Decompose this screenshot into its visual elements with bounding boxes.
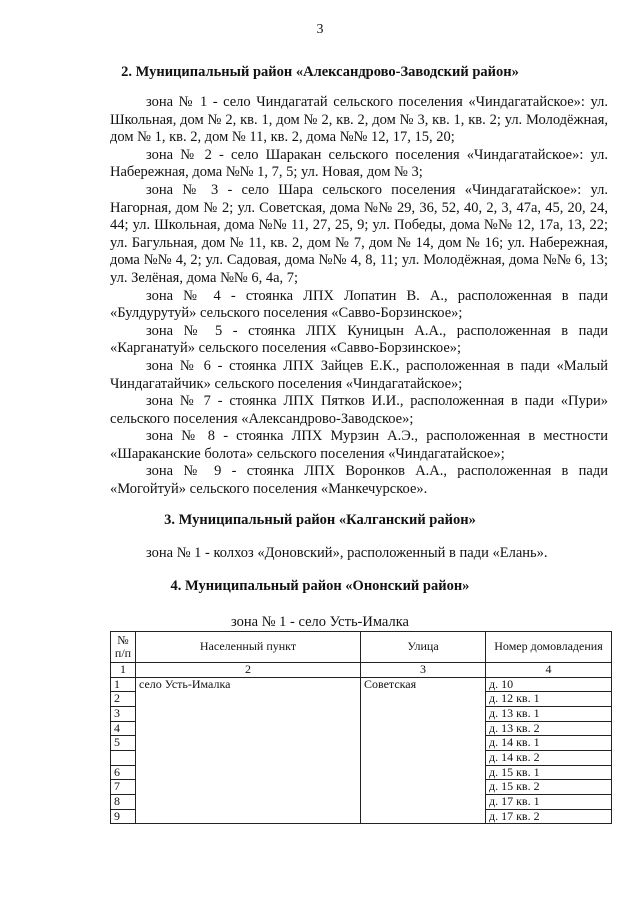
row-number: 5 bbox=[111, 736, 136, 751]
header-street: Улица bbox=[361, 632, 486, 663]
row-number: 7 bbox=[111, 780, 136, 795]
zone-5-paragraph: зона № 5 - стоянка ЛПХ Куницын А.А., расположенная в пади «Карганатуй» сельского поселения «Савво-Борзинское»; bbox=[110, 322, 608, 357]
section-3-heading: 3. Муниципальный район «Калганский район» bbox=[164, 512, 476, 528]
table-header-row bbox=[111, 632, 612, 663]
column-number: 1 bbox=[111, 663, 136, 678]
section-2-heading: 2. Муниципальный район «Александрово-Заводский район» bbox=[121, 64, 519, 80]
street-cell: Советская bbox=[361, 677, 486, 824]
houses-table bbox=[110, 631, 612, 824]
section-4-heading: 4. Муниципальный район «Ононский район» bbox=[170, 578, 470, 594]
house-cell: д. 10 bbox=[486, 677, 612, 692]
zone-2-paragraph: зона № 2 - село Шаракан сельского поселения «Чиндагатайское»: ул. Набережная, дома №№ 1, 7, 5; ул. Новая, дом № 3; bbox=[110, 146, 608, 181]
column-number: 4 bbox=[486, 663, 612, 678]
page-number: 3 bbox=[316, 22, 324, 37]
section-2-body bbox=[110, 94, 608, 499]
column-number: 3 bbox=[361, 663, 486, 678]
column-number: 2 bbox=[136, 663, 361, 678]
house-cell: д. 13 кв. 1 bbox=[486, 706, 612, 721]
header-settlement: Населенный пункт bbox=[136, 632, 361, 663]
row-number: 3 bbox=[111, 706, 136, 721]
zone-3-paragraph: зона № 3 - село Шара сельского поселения «Чиндагатайское»: ул. Нагорная, дом № 2; ул. Советская, дома №№ 29, 36, 52, 40, 2, 3, 47а, 45, 20, 24, 44; ул. Школьная, дома №№ 11, 27, 25, 9; ул. Победы, дома №№ 12, 17а, 13, 22; ул. Багульная, дом № 11, кв. 2, дом № 7, дом № 14, дом № 16; ул. Набережная, дома №№ 4, 2; ул. Садовая, дома №№ 4, 8, 11; ул. Молодёжная, дома №№ 6, 13; ул. Зелёная, дома №№ 6, 4а, 7; bbox=[110, 181, 608, 286]
zone-1-paragraph: зона № 1 - село Чиндагатай сельского поселения «Чиндагатайское»: ул. Школьная, дом № 2, кв. 1, дом № 2, кв. 2, дом № 3, кв. 1, кв. 2; ул. Молодёжная, дом № 1, кв. 2, дом № 11, кв. 2, дома №№ 12, 17, 15, 20; bbox=[110, 94, 608, 146]
zone-4-paragraph: зона № 4 - стоянка ЛПХ Лопатин В. А., расположенная в пади «Булдурутуй» сельского поселения «Савво-Борзинское»; bbox=[110, 287, 608, 322]
row-number: 2 bbox=[111, 692, 136, 707]
house-cell: д. 14 кв. 1 bbox=[486, 736, 612, 751]
house-cell: д. 15 кв. 2 bbox=[486, 780, 612, 795]
house-cell: д. 12 кв. 1 bbox=[486, 692, 612, 707]
house-cell: д. 13 кв. 2 bbox=[486, 721, 612, 736]
row-number: 8 bbox=[111, 795, 136, 810]
table-row bbox=[111, 677, 612, 692]
section-3-body bbox=[110, 545, 608, 563]
row-number: 9 bbox=[111, 809, 136, 824]
house-cell: д. 14 кв. 2 bbox=[486, 750, 612, 765]
row-number: 6 bbox=[111, 765, 136, 780]
row-number: 4 bbox=[111, 721, 136, 736]
zone-9-paragraph: зона № 9 - стоянка ЛПХ Воронков А.А., расположенная в пади «Могойтуй» сельского поселения «Манкечурское». bbox=[110, 463, 608, 498]
house-cell: д. 17 кв. 2 bbox=[486, 809, 612, 824]
kalgan-zone-1-paragraph: зона № 1 - колхоз «Доновский», расположенный в пади «Елань». bbox=[146, 545, 548, 561]
house-cell: д. 17 кв. 1 bbox=[486, 795, 612, 810]
settlement-cell: село Усть-Ималка bbox=[136, 677, 361, 824]
header-number: № п/п bbox=[111, 632, 136, 663]
zone-6-paragraph: зона № 6 - стоянка ЛПХ Зайцев Е.К., расположенная в пади «Малый Чиндагатайчик» сельского поселения «Чиндагатайское»; bbox=[110, 357, 608, 392]
zone-8-paragraph: зона № 8 - стоянка ЛПХ Мурзин А.Э., расположенная в местности «Шараканские болота» сельского поселения «Чиндагатайское»; bbox=[110, 428, 608, 462]
column-number-row bbox=[111, 663, 612, 678]
zone-7-paragraph: зона № 7 - стоянка ЛПХ Пятков И.И., расположенная в пади «Пури» сельского поселения «Александрово-Заводское»; bbox=[110, 393, 608, 427]
house-cell: д. 15 кв. 1 bbox=[486, 765, 612, 780]
row-number bbox=[111, 750, 136, 765]
row-number: 1 bbox=[111, 677, 136, 692]
header-house: Номер домовладения bbox=[486, 632, 612, 663]
table-caption: зона № 1 - село Усть-Ималка bbox=[230, 614, 409, 630]
